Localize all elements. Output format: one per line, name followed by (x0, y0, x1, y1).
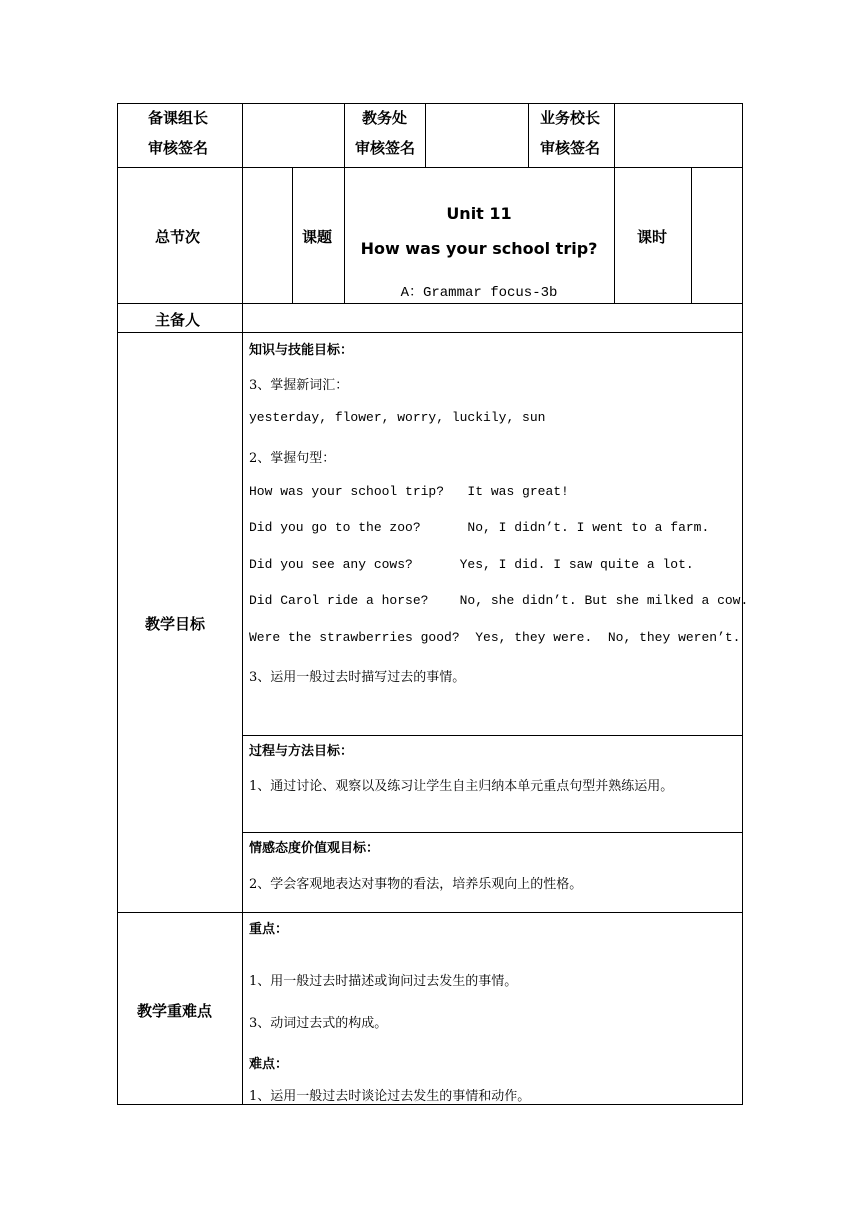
knowledge-heading: 知识与技能目标： (249, 343, 354, 358)
preparer-label: 主备人 (155, 311, 201, 329)
principal-label: 业务校长 (540, 109, 601, 127)
knowledge-line: yesterday, flower, worry, luckily, sun (249, 410, 546, 425)
total-periods-label: 总节次 (155, 228, 201, 246)
knowledge-line: Did you go to the zoo? No, I didn’t. I went to a farm. (249, 520, 710, 535)
difficulty-heading: 难点： (249, 1057, 289, 1072)
difficulty-line: 1、运用一般过去时谈论过去发生的事情和动作。 (249, 1089, 531, 1104)
key-line: 1、用一般过去时描述或询问过去发生的事情。 (249, 974, 518, 989)
knowledge-line: Did you see any cows? Yes, I did. I saw quite a lot. (249, 557, 694, 572)
emotion-heading: 情感态度价值观目标： (249, 841, 380, 856)
key-heading: 重点： (249, 922, 289, 937)
keypoints-label: 教学重难点 (137, 1002, 213, 1020)
objectives-label: 教学目标 (145, 615, 206, 633)
knowledge-line: 2、掌握句型： (249, 451, 336, 466)
knowledge-line: Did Carol ride a horse? No, she didn’t. But she milked a cow. (249, 593, 749, 608)
key-line: 3、动词过去式的构成。 (249, 1016, 388, 1031)
knowledge-line: 3、掌握新词汇： (249, 378, 349, 393)
emotion-line: 2、学会客观地表达对事物的看法，培养乐观向上的性格。 (249, 877, 583, 892)
group-leader-sign-label: 审核签名 (148, 139, 209, 157)
knowledge-line: 3、运用一般过去时描写过去的事情。 (249, 670, 466, 685)
topic-label: 课题 (302, 228, 333, 246)
process-heading: 过程与方法目标： (249, 744, 354, 759)
knowledge-line: Were the strawberries good? Yes, they were. No, they weren’t. (249, 630, 741, 645)
lesson-title: How was your school trip? (360, 239, 598, 258)
academic-office-label: 教务处 (362, 109, 408, 127)
class-period-label: 课时 (637, 228, 668, 246)
principal-sign-label: 审核签名 (540, 139, 601, 157)
knowledge-line: How was your school trip? It was great! (249, 484, 569, 499)
process-line: 1、通过讨论、观察以及练习让学生自主归纳本单元重点句型并熟练运用。 (249, 779, 674, 794)
group-leader-label: 备课组长 (148, 109, 209, 127)
lesson-subtitle: A：Grammar focus-3b (400, 285, 558, 301)
unit-title: Unit 11 (446, 204, 512, 223)
academic-office-sign-label: 审核签名 (355, 139, 416, 157)
